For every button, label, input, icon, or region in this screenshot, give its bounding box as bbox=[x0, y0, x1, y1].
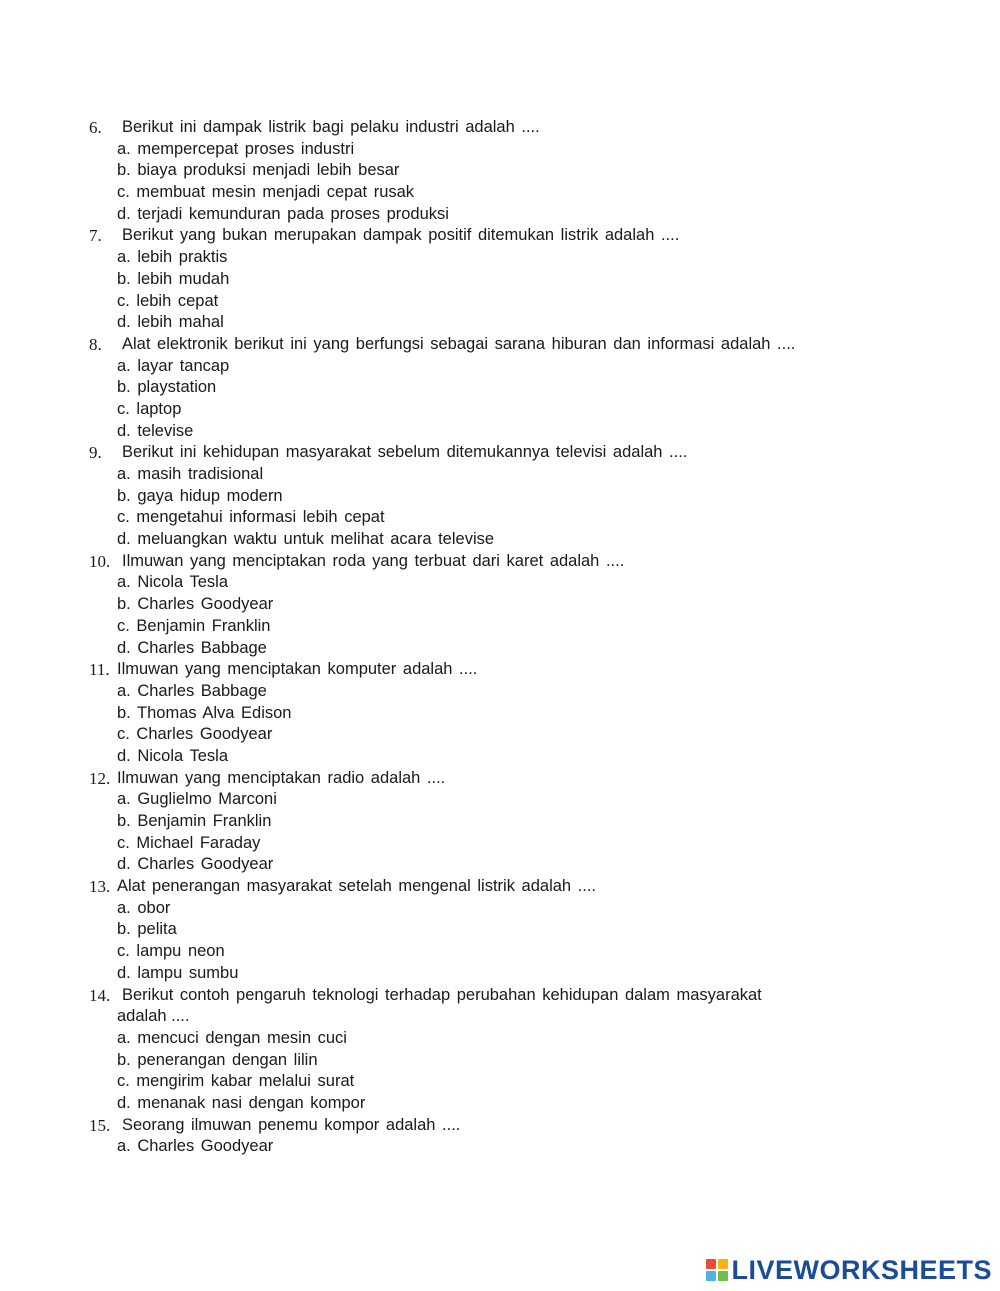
option-a: a. mencuci dengan mesin cuci bbox=[117, 1028, 347, 1047]
option-d: d. Nicola Tesla bbox=[117, 746, 229, 765]
option-a: a. lebih praktis bbox=[117, 248, 228, 267]
question-number: 13. bbox=[89, 877, 111, 897]
option-a: a. Guglielmo Marconi bbox=[117, 790, 277, 809]
option-d: d. terjadi kemunduran pada proses produksi bbox=[117, 204, 449, 223]
option-c: c. lebih cepat bbox=[117, 291, 219, 310]
question-number: 11. bbox=[89, 660, 110, 680]
option-c: c. Michael Faraday bbox=[117, 833, 261, 852]
question-text: Berikut ini kehidupan masyarakat sebelum ditemukannya televisi adalah .... bbox=[122, 443, 688, 462]
option-d: d. lebih mahal bbox=[117, 313, 224, 332]
question-text: Ilmuwan yang menciptakan komputer adalah .... bbox=[117, 660, 478, 679]
option-c: c. mengetahui informasi lebih cepat bbox=[117, 508, 385, 527]
logo-block bbox=[706, 1259, 716, 1269]
logo-block bbox=[706, 1271, 716, 1281]
option-d: d. lampu sumbu bbox=[117, 963, 239, 982]
question-text: Ilmuwan yang menciptakan radio adalah .... bbox=[117, 768, 446, 787]
option-a: a. obor bbox=[117, 898, 171, 917]
option-c: c. membuat mesin menjadi cepat rusak bbox=[117, 183, 415, 202]
logo-blocks-icon bbox=[706, 1259, 728, 1281]
question-15 bbox=[0, 1115, 1000, 1158]
option-b: b. biaya produksi menjadi lebih besar bbox=[117, 161, 400, 180]
question-number: 15. bbox=[89, 1115, 111, 1135]
question-text-continued: adalah .... bbox=[117, 1007, 190, 1026]
question-number: 6. bbox=[89, 118, 102, 137]
option-d: d. televise bbox=[117, 421, 194, 440]
question-8 bbox=[0, 334, 1000, 442]
option-d: d. Charles Babbage bbox=[117, 638, 267, 657]
question-number: 9. bbox=[89, 443, 102, 463]
logo-block bbox=[718, 1259, 728, 1269]
option-b: b. pelita bbox=[117, 920, 177, 939]
option-a: a. masih tradisional bbox=[117, 465, 264, 483]
question-13 bbox=[0, 876, 1000, 984]
option-d: d. Charles Goodyear bbox=[117, 855, 274, 874]
option-b: b. gaya hidup modern bbox=[117, 486, 283, 505]
question-text: Berikut contoh pengaruh teknologi terhadap perubahan kehidupan dalam masyarakat bbox=[122, 985, 762, 1004]
logo-block bbox=[718, 1271, 728, 1281]
question-7 bbox=[0, 225, 1000, 333]
question-number: 7. bbox=[89, 226, 102, 246]
question-9 bbox=[0, 442, 1000, 550]
question-text: Ilmuwan yang menciptakan roda yang terbuat dari karet adalah .... bbox=[122, 551, 625, 570]
option-a: a. Charles Babbage bbox=[117, 681, 267, 700]
option-b: b. lebih mudah bbox=[117, 269, 230, 288]
question-text: Seorang ilmuwan penemu kompor adalah .... bbox=[122, 1115, 461, 1134]
question-number: 12. bbox=[89, 768, 111, 788]
question-6 bbox=[0, 117, 1000, 225]
liveworksheets-logo bbox=[706, 1255, 992, 1285]
brand-name: LIVEWORKSHEETS bbox=[731, 1254, 992, 1285]
question-text: Berikut ini dampak listrik bagi pelaku industri adalah .... bbox=[122, 118, 540, 136]
question-text: Berikut yang bukan merupakan dampak positif ditemukan listrik adalah .... bbox=[122, 226, 680, 245]
option-d: d. meluangkan waktu untuk melihat acara televise bbox=[117, 530, 495, 549]
option-c: c. Benjamin Franklin bbox=[117, 616, 271, 635]
option-a: a. Nicola Tesla bbox=[117, 573, 229, 592]
option-b: b. penerangan dengan lilin bbox=[117, 1050, 318, 1069]
option-c: c. mengirim kabar melalui surat bbox=[117, 1072, 355, 1091]
question-text: Alat elektronik berikut ini yang berfungsi sebagai sarana hiburan dan informasi adalah .... bbox=[122, 334, 796, 353]
option-d: d. menanak nasi dengan kompor bbox=[117, 1093, 366, 1112]
question-11 bbox=[0, 659, 1000, 767]
question-10 bbox=[0, 551, 1000, 659]
question-text: Alat penerangan masyarakat setelah mengenal listrik adalah .... bbox=[117, 877, 597, 896]
option-a: a. mempercepat proses industri bbox=[117, 139, 355, 158]
option-a: a. layar tancap bbox=[117, 356, 230, 375]
option-b: b. Thomas Alva Edison bbox=[117, 703, 292, 722]
option-b: b. Charles Goodyear bbox=[117, 595, 274, 614]
question-12 bbox=[0, 768, 1000, 876]
option-b: b. Benjamin Franklin bbox=[117, 812, 272, 830]
option-c: c. Charles Goodyear bbox=[117, 725, 273, 744]
question-number: 14. bbox=[89, 985, 111, 1005]
option-a: a. Charles Goodyear bbox=[117, 1137, 274, 1156]
question-14 bbox=[0, 985, 1000, 1115]
option-c: c. laptop bbox=[117, 399, 182, 418]
question-number: 10. bbox=[89, 551, 111, 571]
worksheet bbox=[0, 117, 1000, 1158]
option-b: b. playstation bbox=[117, 378, 217, 397]
question-number: 8. bbox=[89, 334, 102, 354]
option-c: c. lampu neon bbox=[117, 942, 225, 961]
